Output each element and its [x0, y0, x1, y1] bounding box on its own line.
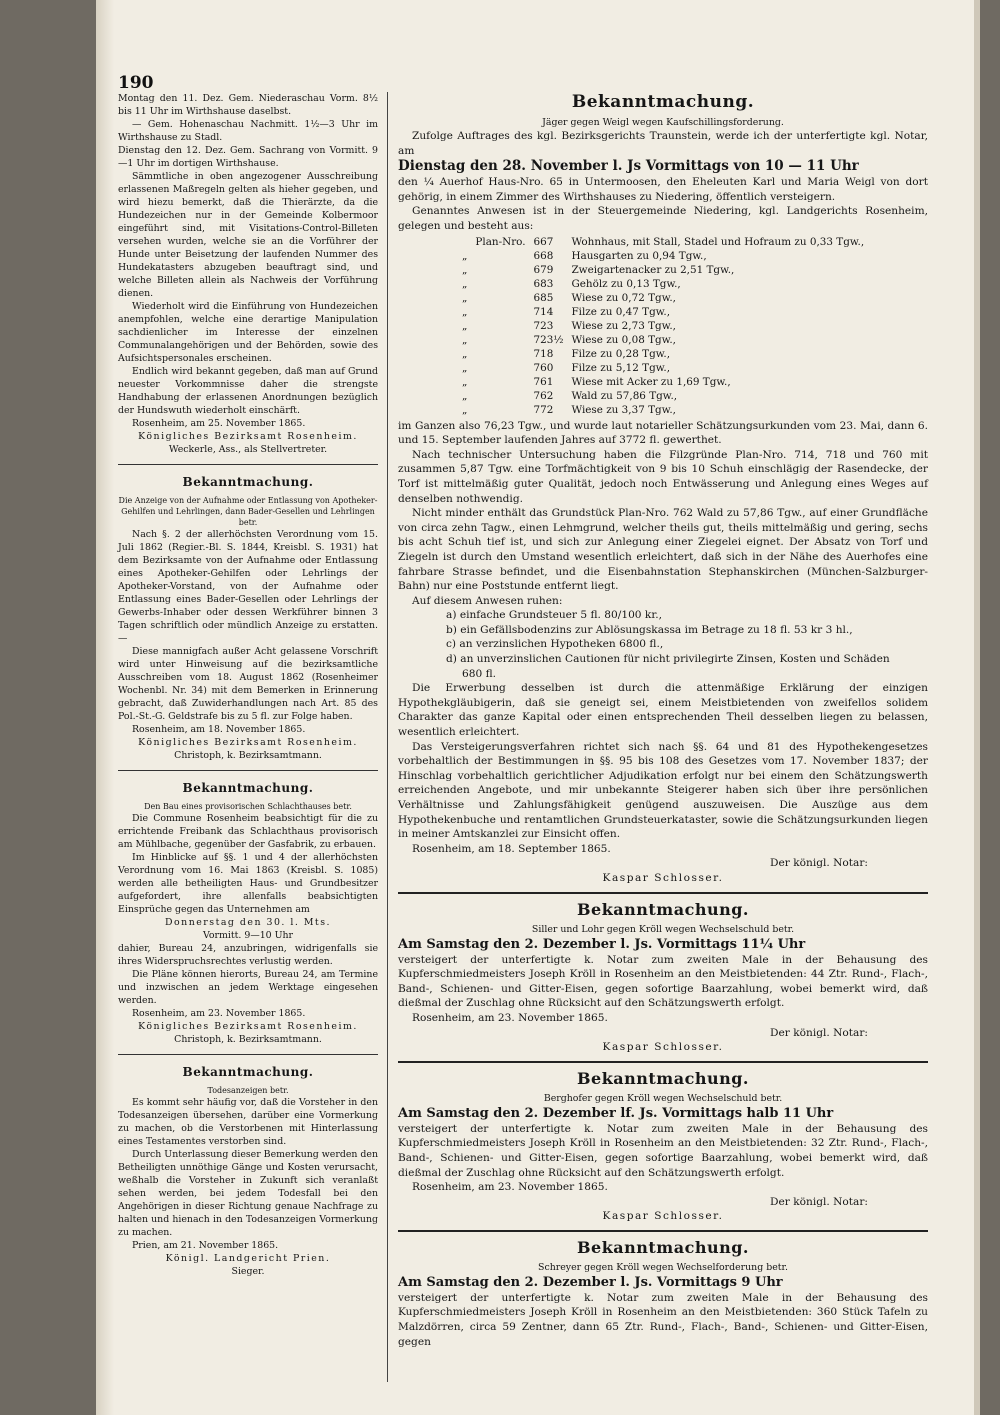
- ditto-mark: „: [462, 305, 468, 318]
- notice-title: Bekanntmachung.: [182, 475, 314, 489]
- paragraph: Die Pläne können hierorts, Bureau 24, am Termine und inzwischen an jedem Werktage eingesehen werden.: [118, 969, 378, 1006]
- parcel-number: 760: [533, 361, 554, 374]
- parcel-number: 668: [533, 249, 554, 262]
- parcel-label: [471, 305, 529, 319]
- notary-name: Kaspar Schlosser.: [602, 871, 724, 884]
- signer: Christoph, k. Bezirksamtmann.: [174, 1034, 322, 1045]
- notary-title: Der königl. Notar:: [770, 857, 868, 870]
- parcel-number: 683: [533, 277, 554, 290]
- parcel-description: Filze zu 5,12 Tgw.,: [571, 361, 670, 374]
- parcel-label: [471, 291, 529, 305]
- paragraph: Wiederholt wird die Einführung von Hundezeichen anempfohlen, welche eine derartige Manipulation sachdienlicher im Interesse der einzelnen Communalangehörigen und der Behörden, sowie des Aufsichtspersonales erscheinen.: [118, 301, 378, 364]
- notice-subject: Todesanzeigen betr.: [207, 1086, 289, 1095]
- notary-name: Kaspar Schlosser.: [602, 1041, 724, 1054]
- auction-date: Am Samstag den 2. Dezember lf. Js. Vormittags halb 11 Uhr: [398, 1105, 834, 1121]
- parcel-number: 723½: [533, 333, 564, 346]
- place-date: Rosenheim, am 25. November 1865.: [132, 418, 306, 429]
- paragraph: Auf diesem Anwesen ruhen:: [412, 594, 563, 607]
- list-item: b) ein Gefällsbodenzins zur Ablösungskassa im Betrage zu 18 fl. 53 kr 3 hl.,: [446, 623, 853, 636]
- deadline-date: Donnerstag den 30. l. Mts.: [165, 917, 331, 928]
- place-date: Rosenheim, am 18. November 1865.: [132, 724, 306, 735]
- notice-subject: Den Bau eines provisorischen Schlachthauses betr.: [144, 802, 352, 811]
- ditto-mark: „: [462, 263, 468, 276]
- parcel-label: [471, 375, 529, 389]
- page-number: 190: [118, 73, 154, 93]
- notice-title: Bekanntmachung.: [576, 1068, 749, 1088]
- separator: [118, 464, 378, 465]
- parcel-label: [471, 319, 529, 333]
- paragraph: Es kommt sehr häufig vor, daß die Vorsteher in den Todesanzeigen übersehen, darüber eine Vormerkung zu machen, ob die Verstorbenen mit Hinterlassung eines Testamentes verstorben sind.: [118, 1097, 378, 1147]
- paragraph: Endlich wird bekannt gegeben, daß man auf Grund neuester Vorkommnisse daher die strengste Handhabung der erlassenen Anordnungen bezüglich der Hundswuth wiederholt einschärft.: [118, 366, 378, 416]
- table-row: [458, 361, 868, 375]
- table-row: [458, 333, 868, 347]
- list-item: c) an verzinslichen Hypotheken 6800 fl.,: [446, 638, 664, 651]
- right-column: [398, 92, 928, 1349]
- table-row: [458, 403, 868, 417]
- notice-title: Bekanntmachung.: [182, 781, 314, 795]
- parcel-description: Filze zu 0,28 Tgw.,: [571, 347, 670, 360]
- signer: Weckerle, Ass., als Stellvertreter.: [168, 444, 328, 455]
- table-row: [458, 389, 868, 403]
- page-edge: [974, 0, 980, 1415]
- parcel-label: [471, 277, 529, 291]
- ditto-mark: „: [462, 403, 468, 416]
- parcel-number: 679: [533, 263, 554, 276]
- parcel-number: 667: [533, 235, 554, 248]
- ditto-mark: „: [462, 375, 468, 388]
- issuing-office: Königliches Bezirksamt Rosenheim.: [138, 737, 358, 748]
- table-row: [458, 263, 868, 277]
- paragraph: Nicht minder enthält das Grundstück Plan-Nro. 762 Wald zu 57,86 Tgw., auf einer Grundfläche von circa zehn Tagw., einen Lehmgrund, welcher theils gut, theils mittelmäßig und gering, sechs bis acht Schuh tief ist, und sich zur Anlegung einer Ziegelei eignet. Der Absatz von Torf und Ziegeln ist durch den Umstand wesentlich erleichtert, daß sich in der Nähe des Auerhofes eine fahrbare Strasse befindet, und die Eisenbahnstation Stephanskirchen (München-Salzburger-Bahn) nur eine Poststunde entfernt liegt.: [398, 507, 928, 593]
- parcel-number: 761: [533, 375, 554, 388]
- schedule-line: Montag den 11. Dez. Gem. Niederaschau Vorm. 8½ bis 11 Uhr im Wirthshause daselbst.: [118, 93, 378, 117]
- parcel-description: Wiese zu 0,08 Tgw.,: [571, 333, 676, 346]
- separator: [398, 892, 928, 894]
- issuing-office: Königl. Landgericht Prien.: [165, 1253, 331, 1264]
- newspaper-page: [96, 0, 980, 1415]
- schedule-line: — Gem. Hohenaschau Nachmitt. 1½—3 Uhr im Wirthshause zu Stadl.: [118, 119, 378, 143]
- parcel-number: 718: [533, 347, 554, 360]
- table-row: [458, 277, 868, 291]
- ditto-mark: „: [462, 361, 468, 374]
- ditto-mark: „: [462, 277, 468, 290]
- parcel-label: [471, 249, 529, 263]
- table-row: [458, 319, 868, 333]
- place-date: Rosenheim, am 18. September 1865.: [412, 842, 611, 855]
- left-column: [118, 92, 378, 1278]
- auction-date: Am Samstag den 2. Dezember l. Js. Vormittags 9 Uhr: [398, 1274, 783, 1290]
- parcel-description: Zweigartenacker zu 2,51 Tgw.,: [571, 263, 735, 276]
- notice-subject: Jäger gegen Weigl wegen Kaufschillingsforderung.: [542, 117, 784, 128]
- parcel-number: 723: [533, 319, 554, 332]
- ditto-mark: „: [462, 389, 468, 402]
- notice-subject: Siller und Lohr gegen Kröll wegen Wechselschuld betr.: [531, 923, 795, 935]
- paragraph: versteigert der unterfertigte k. Notar zum zweiten Male in der Behausung des Kupferschmiedmeisters Joseph Kröll in Rosenheim an den Meistbietenden: 44 Ztr. Rund-, Flach-, Band-, Schienen- und Gitter-Eisen, gegen sofortige Baarzahlung, wobei bemerkt wird, daß dießmal der Zuschlag ohne Rücksicht auf den Schätzungswerth erfolgt.: [398, 953, 928, 1010]
- notice-title: Bekanntmachung.: [576, 899, 749, 919]
- notary-title: Der königl. Notar:: [770, 1026, 868, 1039]
- parcel-description: Wald zu 57,86 Tgw.,: [571, 389, 678, 402]
- place-date: Rosenheim, am 23. November 1865.: [412, 1181, 608, 1194]
- parcel-description: Wiese mit Acker zu 1,69 Tgw.,: [571, 375, 731, 388]
- parcel-label: [471, 333, 529, 347]
- parcel-number: 772: [533, 403, 554, 416]
- signer: Sieger.: [231, 1266, 265, 1277]
- list-item: 680 fl.: [462, 667, 497, 680]
- charges-list: [398, 608, 928, 681]
- list-item: d) an unverzinslichen Cautionen für nicht privilegirte Zinsen, Kosten und Schäden: [446, 653, 890, 666]
- paragraph: Nach §. 2 der allerhöchsten Verordnung vom 15. Juli 1862 (Regier.-Bl. S. 1844, Kreisbl. S. 1931) hat dem Bezirksamte von der Aufnahme oder Entlassung eines Apotheker-Gehilfen oder Lehrlings der Apotheker-Vorstand, von der Aufnahme oder Entlassung eines Bader-Gesellen oder Lehrlings der Gewerbs-Inhaber oder dessen Werkführer binnen 3 Tagen schriftlich oder mündlich Anzeige zu erstatten. —: [118, 529, 378, 644]
- paragraph: Im Hinblicke auf §§. 1 und 4 der allerhöchsten Verordnung vom 16. Mai 1863 (Kreisbl. S. 1085) werden alle betheiligten Haus- und Grundbesitzer aufgefordert, ihre allenfalls beabsichtigten Einsprüche gegen das Unternehmen am: [118, 852, 378, 915]
- parcel-number: 685: [533, 291, 554, 304]
- paragraph: Durch Unterlassung dieser Bemerkung werden den Betheiligten unnöthige Gänge und Kosten verursacht, weßhalb die Vorsteher in Zukunft sich veranlaßt sehen werden, bei jedem Todesfall bei den Angehörigen in dieser Richtung genaue Nachfrage zu halten und hienach in den Todesanzeigen Vormerkung zu machen.: [118, 1149, 378, 1238]
- ditto-mark: „: [462, 319, 468, 332]
- deadline-time: Vormitt. 9—10 Uhr: [202, 930, 294, 941]
- auction-date: Am Samstag den 2. Dezember l. Js. Vormittags 11¼ Uhr: [398, 936, 806, 952]
- paragraph: dahier, Bureau 24, anzubringen, widrigenfalls sie ihres Widerspruchsrechtes verlustig werden.: [118, 943, 378, 967]
- notary-name: Kaspar Schlosser.: [602, 1210, 724, 1223]
- notice-title: Bekanntmachung.: [571, 92, 755, 112]
- notary-title: Der königl. Notar:: [770, 1195, 868, 1208]
- notice-subject: Die Anzeige von der Aufnahme oder Entlassung von Apotheker-Gehilfen und Lehrlingen, dann Bader-Gesellen und Lehrlingen betr.: [118, 496, 378, 527]
- table-row: [458, 347, 868, 361]
- parcel-description: Filze zu 0,47 Tgw.,: [571, 305, 670, 318]
- notice-subject: Berghofer gegen Kröll wegen Wechselschuld betr.: [543, 1092, 783, 1104]
- parcel-number: 762: [533, 389, 554, 402]
- notice-title: Bekanntmachung.: [576, 1237, 749, 1257]
- place-date: Rosenheim, am 23. November 1865.: [132, 1008, 306, 1019]
- column-divider: [387, 92, 388, 1382]
- separator: [398, 1230, 928, 1232]
- parcel-description: Wiese zu 2,73 Tgw.,: [571, 319, 676, 332]
- ditto-mark: „: [462, 291, 468, 304]
- issuing-office: Königliches Bezirksamt Rosenheim.: [138, 1021, 358, 1032]
- paragraph: Genanntes Anwesen ist in der Steuergemeinde Niedering, kgl. Landgerichts Rosenheim, gelegen und besteht aus:: [398, 205, 928, 232]
- parcel-description: Hausgarten zu 0,94 Tgw.,: [571, 249, 707, 262]
- table-row: [458, 375, 868, 389]
- schedule-line: Dienstag den 12. Dez. Gem. Sachrang von Vormitt. 9—1 Uhr im dortigen Wirthshause.: [118, 145, 378, 169]
- paragraph: im Ganzen also 76,23 Tgw., und wurde laut notarieller Schätzungsurkunden vom 23. Mai, dann 6. und 15. September laufenden Jahres auf 3772 fl. gewerthet.: [398, 419, 928, 447]
- ditto-mark: „: [462, 347, 468, 360]
- parcel-description: Gehölz zu 0,13 Tgw.,: [571, 277, 681, 290]
- parcel-label: [471, 389, 529, 403]
- table-row: [458, 291, 868, 305]
- parcel-label: [471, 403, 529, 417]
- parcel-description: Wiese zu 3,37 Tgw.,: [571, 403, 676, 416]
- page-fold-shadow: [96, 0, 114, 1415]
- parcel-label: [471, 263, 529, 277]
- issuing-office: Königliches Bezirksamt Rosenheim.: [138, 431, 358, 442]
- signer: Christoph, k. Bezirksamtmann.: [174, 750, 322, 761]
- paragraph: Zufolge Auftrages des kgl. Bezirksgerichts Traunstein, werde ich der unterfertigte kgl. Notar, am: [398, 130, 928, 157]
- notice-title: Bekanntmachung.: [182, 1065, 314, 1079]
- parcel-table: [458, 235, 868, 417]
- ditto-mark: „: [462, 333, 468, 346]
- parcel-description: Wohnhaus, mit Stall, Stadel und Hofraum zu 0,33 Tgw.,: [571, 235, 865, 248]
- paragraph: Nach technischer Untersuchung haben die Filzgründe Plan-Nro. 714, 718 und 760 mit zusammen 5,87 Tgw. eine Torfmächtigkeit von 9 bis 10 Schuh einschlägig der Rasendecke, der Torf ist mittelmäßig guter Qualität, jedoch noch Entwässerung und Anlegung eines Weges auf denselben nothwendig.: [398, 448, 928, 505]
- parcel-label: [471, 347, 529, 361]
- parcel-description: Wiese zu 0,72 Tgw.,: [571, 291, 676, 304]
- place-date: Prien, am 21. November 1865.: [132, 1240, 279, 1251]
- table-row: [458, 235, 868, 249]
- separator: [118, 1054, 378, 1055]
- paragraph: Das Versteigerungsverfahren richtet sich nach §§. 64 und 81 des Hypothekengesetzes vorbehaltlich der Bestimmungen in §§. 95 bis 108 des Gesetzes vom 17. November 1837; der Hinschlag vorbehaltlich gerichtlicher Adjudikation erfolgt nur bei einem den Schätzungswerth erreichenden Angebote, und mir unbekannte Steigerer haben sich über ihre persönlichen Verhältnisse und Zahlungsfähigkeit genügend auszuweisen. Die Auszüge aus dem Hypothekenbuche und rentamtlichen Grundsteuerkataster, sowie die Schätzungsurkunden liegen in meiner Amtskanzlei zur Einsicht offen.: [398, 740, 928, 841]
- separator: [398, 1061, 928, 1063]
- paragraph: Diese mannigfach außer Acht gelassene Vorschrift wird unter Hinweisung auf die bezirksamtliche Ausschreiben vom 18. August 1862 (Rosenheimer Wochenbl. Nr. 34) mit dem Bemerken in Erinnerung gebracht, daß Zuwiderhandlungen nach Art. 85 des Pol.-St.-G. Geldstrafe bis zu 5 fl. zur Folge haben.: [118, 646, 378, 722]
- ditto-mark: [458, 235, 471, 249]
- parcel-number: 714: [533, 305, 554, 318]
- notice-subject: Schreyer gegen Kröll wegen Wechselforderung betr.: [538, 1261, 788, 1273]
- paragraph: Sämmtliche in oben angezogener Ausschreibung erlassenen Maßregeln gelten als hieher gegeben, und wird hiezu bemerkt, daß die Thierärzte, da die Hundezeichen nur in der Gemeinde Kolbermoor eingeführt sind, mit Visitations-Control-Billeten versehen wurden, welche sie an die Vorführer der Hunde unter Beisetzung der laufenden Nummer des Hundekatasters abzugeben beauftragt sind, und welche Billeten allein als Nachweis der Vorführung dienen.: [118, 171, 378, 299]
- parcel-label: [471, 361, 529, 375]
- auction-date: Dienstag den 28. November l. Js Vormittags von 10 — 11 Uhr: [398, 158, 859, 175]
- paragraph: versteigert der unterfertigte k. Notar zum zweiten Male in der Behausung des Kupferschmiedmeisters Joseph Kröll in Rosenheim an den Meistbietenden: 360 Stück Tafeln zu Malzdörren, circa 59 Zentner, dann 65 Ztr. Rund-, Flach-, Band-, Schienen- und Gitter-Eisen, gegen: [398, 1291, 928, 1348]
- ditto-mark: „: [462, 249, 468, 262]
- paragraph: den ¼ Auerhof Haus-Nro. 65 in Untermoosen, den Eheleuten Karl und Maria Weigl von dort gehörig, in einem Zimmer des Wirthshauses zu Niedering, öffentlich versteigern.: [398, 176, 928, 203]
- place-date: Rosenheim, am 23. November 1865.: [412, 1011, 608, 1024]
- separator: [118, 770, 378, 771]
- list-item: a) einfache Grundsteuer 5 fl. 80/100 kr.,: [446, 609, 662, 622]
- parcel-label: Plan-Nro.: [475, 235, 526, 248]
- paragraph: Die Erwerbung desselben ist durch die attenmäßige Erklärung der einzigen Hypothekgläubigerin, daß sie geneigt sei, einem Meistbietenden von zweifellos solidem Charakter das ganze Kapital oder einen entsprechenden Theil desselben liegen zu belassen, wesentlich erleichtert.: [398, 682, 928, 739]
- paragraph: versteigert der unterfertigte k. Notar zum zweiten Male in der Behausung des Kupferschmiedmeisters Joseph Kröll in Rosenheim an den Meistbietenden: 32 Ztr. Rund-, Flach-, Band-, Schienen- und Gitter-Eisen, gegen sofortige Baarzahlung, wobei bemerkt wird, daß dießmal der Zuschlag ohne Rücksicht auf den Schätzungswerth erfolgt.: [398, 1122, 928, 1179]
- table-row: [458, 305, 868, 319]
- paragraph: Die Commune Rosenheim beabsichtigt für die zu errichtende Freibank das Schlachthaus provisorisch am Mühlbache, gegenüber der Gasfabrik, zu erbauen.: [118, 813, 378, 850]
- table-row: [458, 249, 868, 263]
